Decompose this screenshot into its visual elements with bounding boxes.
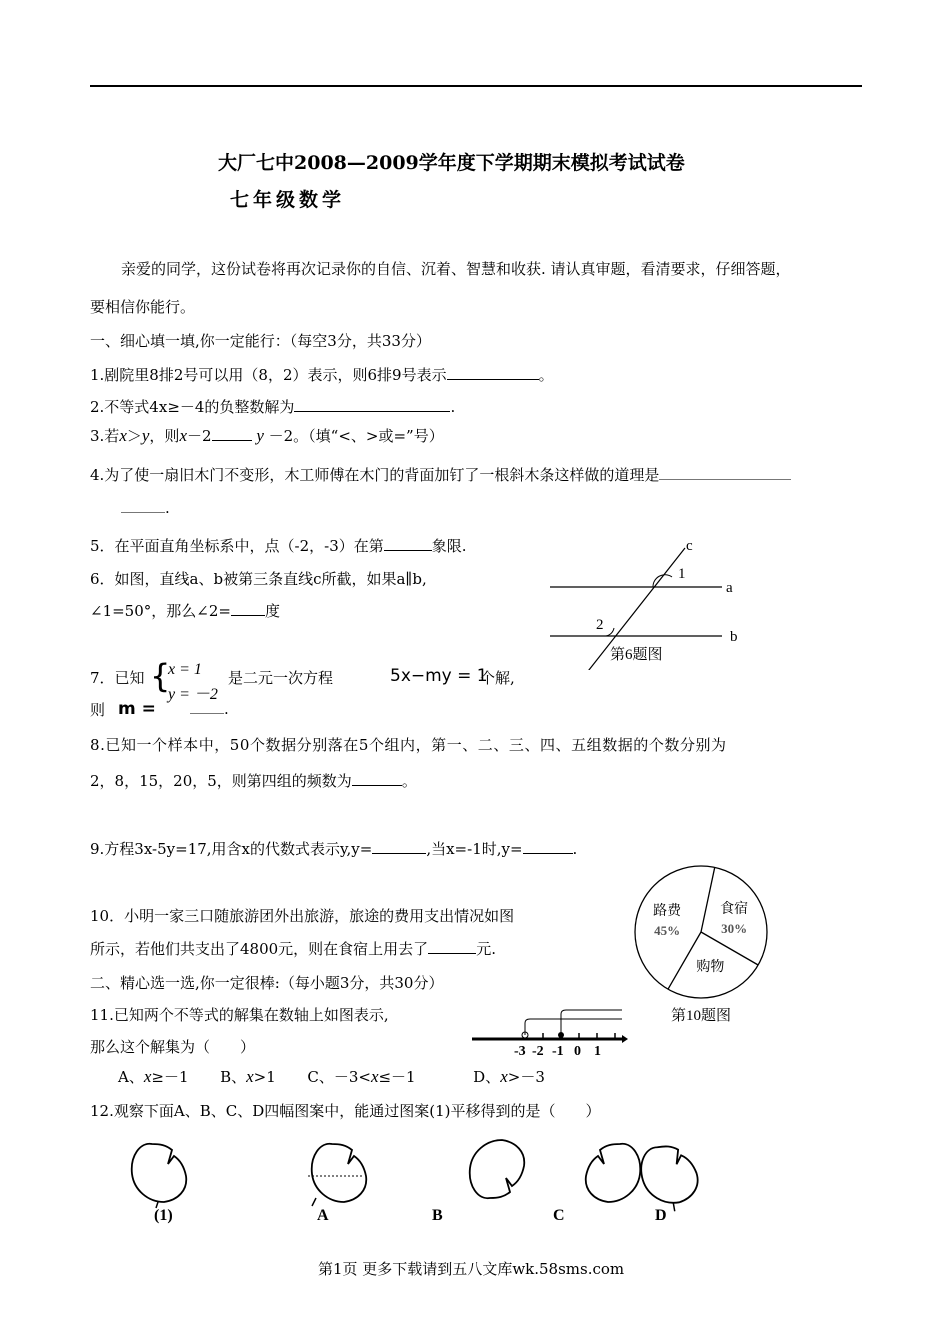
q4-answer-blank-2[interactable] [121,498,165,513]
q7-answer [190,699,229,718]
page-title: 大厂七中2008—2009学年度下学期期末模拟考试试卷 [218,152,685,174]
q7-eq1: x = 1 [168,661,202,678]
question-4-cont [121,498,170,517]
q7-end: 个解, [480,669,515,687]
solution-arrow-1 [525,1019,622,1035]
question-10-line-1: 10．小明一家三口随旅游团外出旅游，旅途的费用支出情况如图 [90,907,515,925]
pie-category-label-0: 食宿 [720,902,749,918]
q7-line-2 [90,699,105,720]
q3-pre: 3.若 [90,427,120,445]
label-a: a [726,580,733,596]
pattern-label-a: A [317,1207,329,1224]
q11-d-label: D、 [473,1068,501,1086]
q11-c-label: C、－3< [307,1068,371,1086]
label-1: 1 [678,566,686,582]
q5-answer-blank[interactable] [384,536,432,551]
solution-arrow-2 [561,1010,622,1035]
figure-11-number-line [470,1005,630,1060]
pattern-label-1: (1) [154,1207,173,1224]
header-rule [90,85,862,87]
q4-answer-blank[interactable] [659,465,791,480]
pattern-d[interactable] [637,1141,702,1216]
pattern-1 [132,1144,187,1208]
q8-end: 。 [401,772,417,790]
pattern-label-c: C [553,1207,565,1224]
question-8-line-1: 8.已知一个样本中，50个数据分别落在5个组内，第一、二、三、四、五组数据的个数分别为 [90,736,727,754]
q2-answer-blank[interactable] [294,397,450,412]
q2-text: 2.不等式4x≥－4的负整数解为 [90,398,295,416]
q2-end: . [450,398,456,416]
q3-y: y [141,426,150,445]
figure-10-pie-chart [630,864,780,1024]
q3-x: x [119,426,127,445]
q3-y2: y [256,426,264,445]
q11-option-c[interactable] [307,1068,415,1086]
q11-c-x: x [370,1067,379,1086]
q7-equation: 5x−my = 1 [390,666,488,686]
question-11-options [118,1066,545,1087]
question-6-line-1: 6．如图，直线a、b被第三条直线c所截，如果a∥b, [90,570,427,588]
axis-label-minus-2: -2 [532,1044,544,1059]
q7-m: m = [118,699,156,719]
label-b: b [730,629,738,645]
figure-12-patterns [110,1132,710,1232]
q1-end: 。 [538,366,554,384]
label-c: c [686,538,693,554]
section-1-title: 一、细心填一填,你一定能行：（每空3分，共33分） [90,332,431,350]
axis-label-minus-3: -3 [514,1044,526,1059]
q11-d-text: >－3 [507,1068,545,1086]
q11-option-d[interactable] [473,1068,545,1086]
figure-6-caption: 第6题图 [610,647,663,663]
question-5 [90,535,467,556]
pattern-label-b: B [432,1207,443,1224]
q3-mid: ，则 [149,427,180,445]
q5-text: 5．在平面直角坐标系中，点（-2，-3）在第 [90,537,384,555]
axis-label-1: 1 [594,1044,601,1059]
q9-text: 9.方程3x-5y=17,用含x的代数式表示y,y= [90,840,373,858]
q11-b-label: B、 [220,1068,247,1086]
q11-b-x: x [246,1067,254,1086]
question-1 [90,364,554,385]
question-11-line-1: 11.已知两个不等式的解集在数轴上如图表示, [90,1006,389,1024]
question-3 [90,425,444,446]
q9-answer-blank-1[interactable] [372,839,426,854]
page-footer: 第1页 更多下载请到五八文库wk.58sms.com [318,1260,625,1278]
q7-mid: 是二元一次方程 [228,669,334,687]
pattern-b[interactable] [470,1140,525,1198]
pattern-a[interactable] [308,1144,366,1206]
q3-m2: －2 [186,427,212,445]
q6-line2-text: ∠1=50°，那么∠2= [90,602,231,620]
q7-answer-blank[interactable] [190,699,224,714]
question-11-line-2: 那么这个解集为（ ） [90,1038,256,1056]
q9-answer-blank-2[interactable] [523,839,573,854]
pattern-label-d: D [655,1207,667,1224]
q7-pre: 7．已知 [90,669,145,687]
q10-line2-text: 所示，若他们共支出了4800元，则在食宿上用去了 [90,940,429,958]
q11-d-x: x [500,1067,508,1086]
q3-answer-blank[interactable] [212,426,252,441]
q11-a-text: ≥－1 [151,1068,189,1086]
intro-line-1: 亲爱的同学，这份试卷将再次记录你的自信、沉着、智慧和收获. 请认真审题，看清要求，仔细答题， [121,260,791,278]
q9-mid: ,当x=-1时,y= [426,840,523,858]
figure-6-parallel-lines [540,530,760,670]
question-2 [90,396,455,417]
section-2-title: 二、精心选一选,你一定很棒:（每小题3分，共30分） [90,974,444,992]
question-8-line-2 [90,770,417,791]
q1-answer-blank[interactable] [447,365,539,380]
question-7 [90,667,145,688]
q10-end: 元. [476,940,496,958]
q7-system-brace: { [150,657,171,695]
q4-end: . [165,499,170,517]
q10-answer-blank[interactable] [428,939,476,954]
number-line-arrow [622,1035,628,1043]
q11-option-b[interactable] [220,1068,276,1086]
q11-c-text: ≤－1 [378,1068,416,1086]
intro-line-2: 要相信你能行。 [90,298,196,316]
question-12: 12.观察下面A、B、C、D四幅图案中，能通过图案(1)平移得到的是（ ） [90,1102,601,1120]
q7-end2: . [224,700,229,718]
label-2: 2 [596,617,604,633]
figure-10-caption: 第10题图 [670,1008,732,1024]
q3-gt: ＞ [126,427,142,445]
question-6-line-2 [90,600,280,621]
pie-percent-label-1: 45% [654,922,681,938]
pie-percent-label-0: 30% [721,921,748,937]
q11-a-x: x [143,1067,152,1086]
q3-x2: x [179,426,187,445]
q11-option-a[interactable] [118,1068,189,1086]
q9-end: . [572,840,578,858]
q7-line2-text: 则 [90,701,106,719]
page-subtitle: 七年级数学 [230,189,346,211]
q5-end: 象限. [431,537,467,555]
pie-category-label-1: 路费 [653,903,682,919]
question-9 [90,838,577,859]
q1-text: 1.剧院里8排2号可以用（8，2）表示，则6排9号表示 [90,366,447,384]
angle-2-arc [606,628,614,636]
question-10-line-2 [90,938,496,959]
q6-answer-blank[interactable] [231,601,265,616]
pie-category-label-2: 购物 [696,960,725,976]
q11-b-text: >1 [253,1068,276,1086]
q8-answer-blank[interactable] [352,771,402,786]
q6-end: 度 [264,602,280,620]
question-4 [90,464,791,485]
axis-label-0: 0 [574,1044,581,1059]
q4-text: 4.为了使一扇旧木门不变形，木工师傅在木门的背面加钉了一根斜木条这样做的道理是 [90,466,660,484]
q8-line2-text: 2，8，15，20，5，则第四组的频数为 [90,772,352,790]
q11-a-label: A、 [118,1068,144,1086]
q3-end: －2。（填“<、>或=”号） [268,427,444,445]
pattern-c[interactable] [586,1144,641,1202]
axis-label-minus-1: -1 [552,1044,564,1059]
q7-eq2: y = －2 [168,686,218,703]
